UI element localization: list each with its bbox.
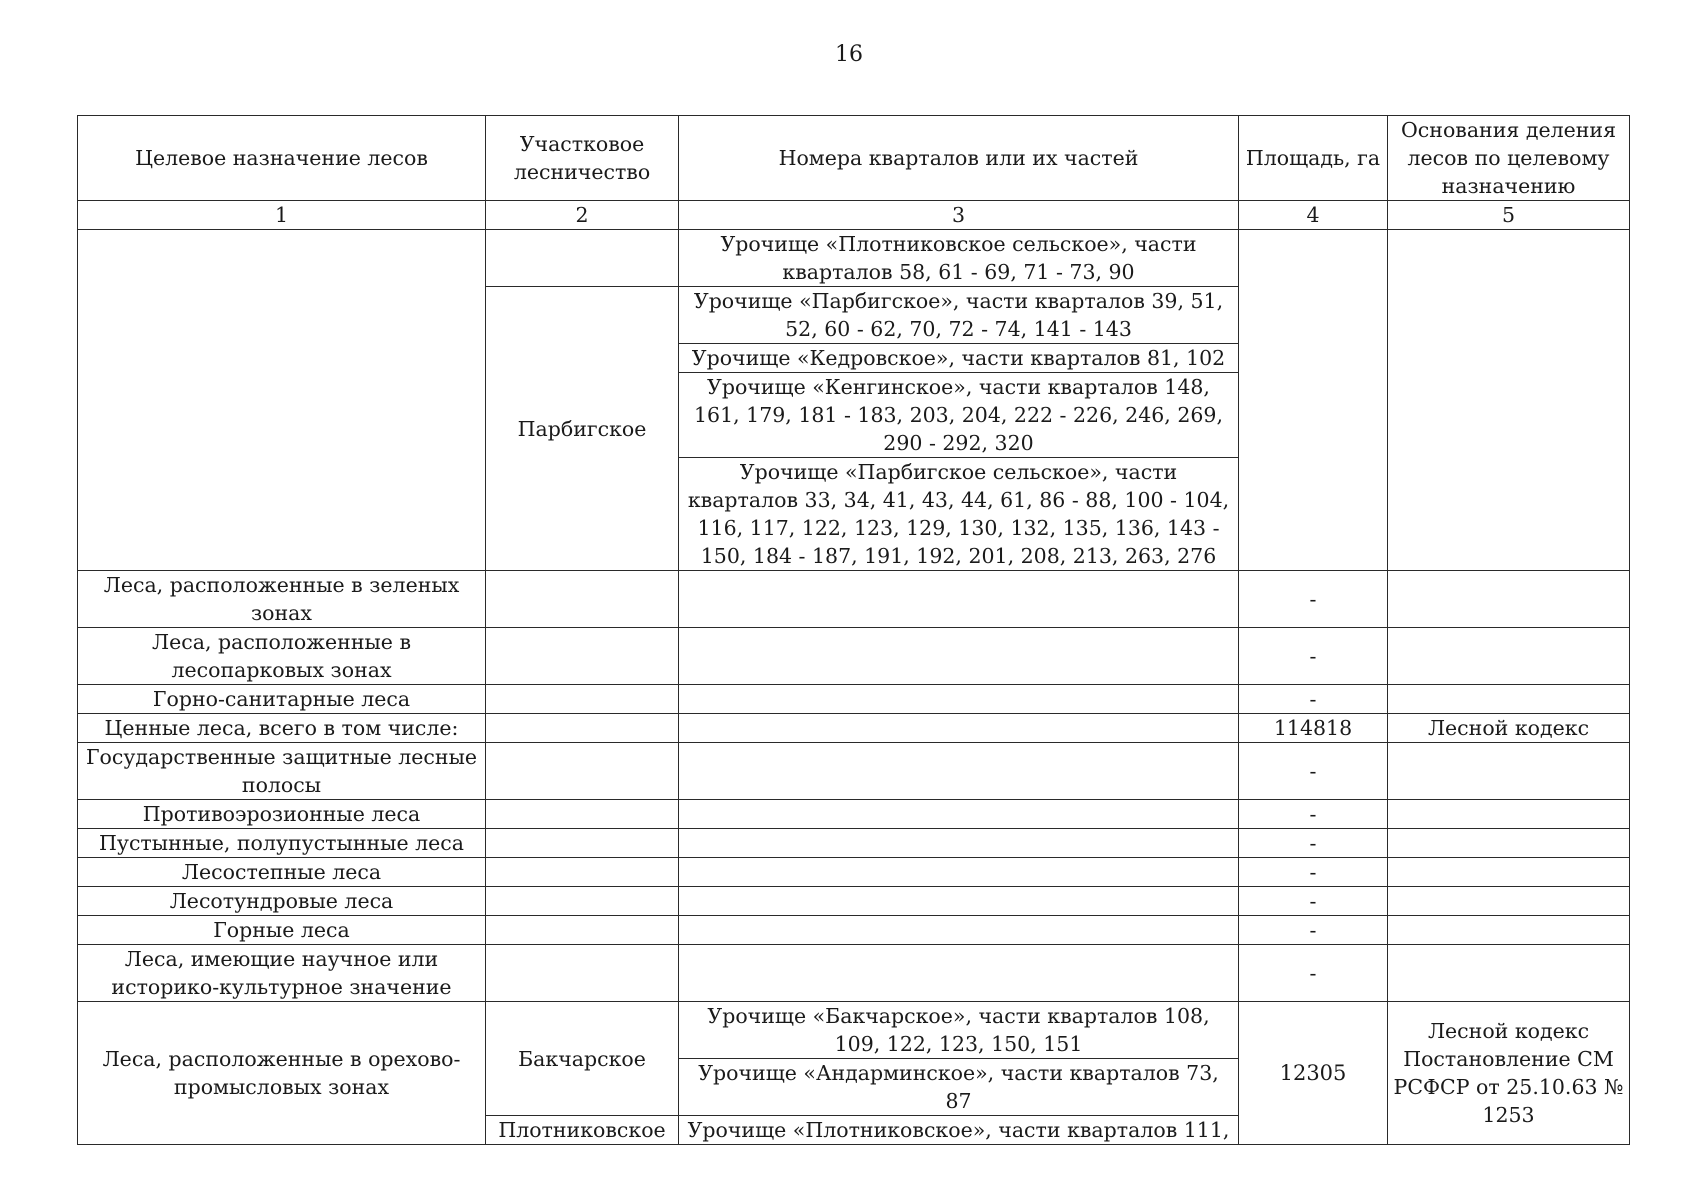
basis-cell	[1388, 829, 1630, 858]
area-cell: -	[1239, 685, 1388, 714]
forestry-cell	[486, 887, 679, 916]
quarters-cell	[679, 685, 1239, 714]
column-number: 3	[679, 201, 1239, 230]
forestry-cell: Плотниковское	[486, 1116, 679, 1145]
table-row	[78, 887, 1630, 916]
quarters-cell: Урочище «Кедровское», части кварталов 81, 102	[679, 344, 1239, 373]
purpose-cell: Государственные защитные лесные полосы	[78, 743, 486, 800]
basis-cell-empty	[1388, 230, 1630, 571]
purpose-cell: Лесостепные леса	[78, 858, 486, 887]
area-cell: -	[1239, 628, 1388, 685]
quarters-cell: Урочище «Кенгинское», части кварталов 148, 161, 179, 181 - 183, 203, 204, 222 - 226, 246, 269, 290 - 292, 320	[679, 373, 1239, 458]
area-cell: -	[1239, 887, 1388, 916]
table-row	[78, 628, 1630, 685]
quarters-cell	[679, 887, 1239, 916]
quarters-cell	[679, 628, 1239, 685]
forestry-cell	[486, 916, 679, 945]
quarters-cell	[679, 858, 1239, 887]
purpose-cell: Леса, расположенные в лесопарковых зонах	[78, 628, 486, 685]
quarters-cell: Урочище «Бакчарское», части кварталов 108, 109, 122, 123, 150, 151	[679, 1002, 1239, 1059]
area-cell-empty	[1239, 230, 1388, 571]
basis-cell	[1388, 628, 1630, 685]
quarters-cell: Урочище «Плотниковское сельское», части кварталов 58, 61 - 69, 71 - 73, 90	[679, 230, 1239, 287]
quarters-cell	[679, 916, 1239, 945]
area-cell: -	[1239, 916, 1388, 945]
page-number: 16	[835, 42, 863, 67]
table-row	[78, 916, 1630, 945]
quarters-cell: Урочище «Парбигское сельское», части кварталов 33, 34, 41, 43, 44, 61, 86 - 88, 100 - 104, 116, 117, 122, 123, 129, 130, 132, 135, 136, 143 - 150, 184 - 187, 191, 192, 201, 208, 213, 263, 276	[679, 458, 1239, 571]
purpose-cell: Горно-санитарные леса	[78, 685, 486, 714]
area-cell: -	[1239, 858, 1388, 887]
area-cell: 114818	[1239, 714, 1388, 743]
forestry-cell	[486, 714, 679, 743]
table-row	[78, 829, 1630, 858]
quarters-cell	[679, 829, 1239, 858]
quarters-cell: Урочище «Плотниковское», части кварталов 111,	[679, 1116, 1239, 1145]
column-number: 5	[1388, 201, 1630, 230]
header-row	[78, 116, 1630, 201]
basis-cell	[1388, 887, 1630, 916]
header-area: Площадь, га	[1239, 116, 1388, 201]
basis-cell	[1388, 945, 1630, 1002]
forestry-cell	[486, 743, 679, 800]
basis-cell: Лесной кодекс Постановление СМ РСФСР от 25.10.63 № 1253	[1388, 1002, 1630, 1145]
forestry-cell	[486, 571, 679, 628]
quarters-cell	[679, 714, 1239, 743]
table-row	[78, 945, 1630, 1002]
quarters-cell: Урочище «Парбигское», части кварталов 39, 51, 52, 60 - 62, 70, 72 - 74, 141 - 143	[679, 287, 1239, 344]
header-purpose: Целевое назначение лесов	[78, 116, 486, 201]
basis-cell	[1388, 571, 1630, 628]
quarters-cell	[679, 800, 1239, 829]
header-forestry: Участковое лесничество	[486, 116, 679, 201]
forestry-cell	[486, 829, 679, 858]
column-number: 4	[1239, 201, 1388, 230]
purpose-cell: Противоэрозионные леса	[78, 800, 486, 829]
purpose-cell: Горные леса	[78, 916, 486, 945]
area-cell: -	[1239, 829, 1388, 858]
column-number-row	[78, 201, 1630, 230]
purpose-cell-empty	[78, 230, 486, 571]
area-cell: 12305	[1239, 1002, 1388, 1145]
header-basis: Основания деления лесов по целевому назначению	[1388, 116, 1630, 201]
table-row	[78, 230, 1630, 287]
forestry-cell: Парбигское	[486, 287, 679, 571]
purpose-cell: Ценные леса, всего в том числе:	[78, 714, 486, 743]
header-quarters: Номера кварталов или их частей	[679, 116, 1239, 201]
quarters-cell	[679, 945, 1239, 1002]
column-number: 1	[78, 201, 486, 230]
table-row	[78, 800, 1630, 829]
table-row	[78, 714, 1630, 743]
basis-cell	[1388, 916, 1630, 945]
basis-cell	[1388, 743, 1630, 800]
quarters-cell	[679, 571, 1239, 628]
basis-cell: Лесной кодекс	[1388, 714, 1630, 743]
forestry-cell-empty	[486, 230, 679, 287]
forestry-cell	[486, 685, 679, 714]
table-row	[78, 743, 1630, 800]
basis-cell	[1388, 685, 1630, 714]
table-row	[78, 858, 1630, 887]
purpose-cell: Лесотундровые леса	[78, 887, 486, 916]
area-cell: -	[1239, 945, 1388, 1002]
column-number: 2	[486, 201, 679, 230]
purpose-cell: Леса, расположенные в орехово-промысловых зонах	[78, 1002, 486, 1145]
table-row	[78, 685, 1630, 714]
forestry-cell	[486, 800, 679, 829]
table-row	[78, 1002, 1630, 1059]
area-cell: -	[1239, 571, 1388, 628]
purpose-cell: Леса, имеющие научное или историко-культурное значение	[78, 945, 486, 1002]
table-row	[78, 571, 1630, 628]
forestry-cell	[486, 628, 679, 685]
forestry-cell	[486, 858, 679, 887]
forest-purpose-table	[77, 115, 1630, 1145]
quarters-cell: Урочище «Андарминское», части кварталов 73, 87	[679, 1059, 1239, 1116]
purpose-cell: Леса, расположенные в зеленых зонах	[78, 571, 486, 628]
area-cell: -	[1239, 800, 1388, 829]
forestry-cell: Бакчарское	[486, 1002, 679, 1116]
basis-cell	[1388, 858, 1630, 887]
purpose-cell: Пустынные, полупустынные леса	[78, 829, 486, 858]
forestry-cell	[486, 945, 679, 1002]
quarters-cell	[679, 743, 1239, 800]
basis-cell	[1388, 800, 1630, 829]
area-cell: -	[1239, 743, 1388, 800]
